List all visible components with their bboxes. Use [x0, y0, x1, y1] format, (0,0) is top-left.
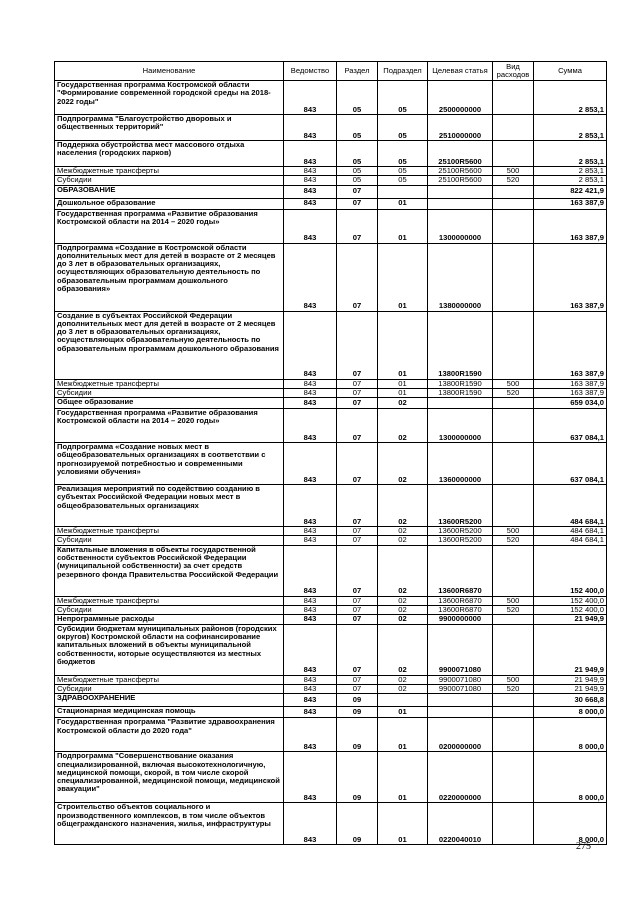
- row-amount: 30 668,8: [534, 694, 607, 707]
- row-department: 843: [284, 606, 337, 615]
- row-department: 843: [284, 803, 337, 845]
- row-department: 843: [284, 209, 337, 243]
- row-department: 843: [284, 596, 337, 605]
- row-section: 07: [337, 675, 378, 684]
- page-number: 275: [576, 841, 591, 852]
- row-department: 843: [284, 536, 337, 545]
- row-subsection: 02: [378, 684, 428, 693]
- row-department: 843: [284, 527, 337, 536]
- row-expense-type: [493, 243, 534, 311]
- table-row: [55, 718, 607, 752]
- row-expense-type: [493, 81, 534, 115]
- row-target-article: 1300000000: [428, 409, 493, 443]
- row-name: Поддержка обустройства мест массового отдыха населения (городских парков): [55, 141, 284, 167]
- row-subsection: 01: [378, 803, 428, 845]
- row-name: Субсидии: [55, 176, 284, 185]
- row-subsection: 02: [378, 398, 428, 409]
- table-row: [55, 176, 607, 185]
- header-subsection: Подраздел: [378, 62, 428, 81]
- table-body: [55, 81, 607, 845]
- row-name: Подпрограмма "Благоустройство дворовых и общественных территорий": [55, 115, 284, 141]
- row-target-article: 0200000000: [428, 718, 493, 752]
- row-name: Капитальные вложения в объекты государственной собственности субъектов Российской Федерации (муниципальной собственности) за счет средств резервного фонда Правительства Российской Федерации: [55, 545, 284, 596]
- row-section: 05: [337, 81, 378, 115]
- row-subsection: 01: [378, 752, 428, 803]
- row-section: 09: [337, 752, 378, 803]
- row-name: Межбюджетные трансферты: [55, 167, 284, 176]
- row-subsection: 02: [378, 443, 428, 485]
- table-row: [55, 198, 607, 209]
- row-expense-type: 500: [493, 596, 534, 605]
- row-expense-type: [493, 115, 534, 141]
- row-expense-type: [493, 398, 534, 409]
- row-amount: 163 387,9: [534, 379, 607, 388]
- row-expense-type: [493, 707, 534, 718]
- row-amount: 21 949,9: [534, 624, 607, 675]
- row-amount: 8 000,0: [534, 803, 607, 845]
- row-section: 07: [337, 409, 378, 443]
- row-expense-type: 520: [493, 606, 534, 615]
- row-section: 07: [337, 596, 378, 605]
- row-expense-type: [493, 443, 534, 485]
- row-target-article: 13600R6870: [428, 596, 493, 605]
- row-department: 843: [284, 615, 337, 624]
- row-department: 843: [284, 707, 337, 718]
- row-amount: 8 000,0: [534, 752, 607, 803]
- table-row: [55, 606, 607, 615]
- row-subsection: 02: [378, 675, 428, 684]
- row-target-article: 1300000000: [428, 209, 493, 243]
- row-section: 07: [337, 388, 378, 397]
- row-section: 07: [337, 185, 378, 198]
- header-target-article: Целевая статья: [428, 62, 493, 81]
- row-section: 07: [337, 398, 378, 409]
- row-subsection: 02: [378, 536, 428, 545]
- row-subsection: 02: [378, 485, 428, 527]
- row-department: 843: [284, 398, 337, 409]
- row-amount: 152 400,0: [534, 545, 607, 596]
- row-target-article: 25100R5600: [428, 167, 493, 176]
- table-row: [55, 379, 607, 388]
- row-expense-type: 500: [493, 527, 534, 536]
- table-row: [55, 615, 607, 624]
- row-department: 843: [284, 81, 337, 115]
- row-subsection: 01: [378, 311, 428, 379]
- table-row: [55, 596, 607, 605]
- row-subsection: 01: [378, 388, 428, 397]
- row-section: 07: [337, 624, 378, 675]
- row-subsection: 01: [378, 707, 428, 718]
- row-amount: 21 949,9: [534, 675, 607, 684]
- row-amount: 2 853,1: [534, 176, 607, 185]
- row-name: Строительство объектов социального и производственного комплексов, в том числе объектов общегражданского назначения, жилья, инфраструктуры: [55, 803, 284, 845]
- row-section: 07: [337, 485, 378, 527]
- row-section: 07: [337, 536, 378, 545]
- row-name: ЗДРАВООХРАНЕНИЕ: [55, 694, 284, 707]
- row-target-article: 9900071080: [428, 675, 493, 684]
- row-name: Субсидии бюджетам муниципальных районов (городских округов) Костромской области на софинансирование капитальных вложений в объекты муниципальной собственности, которые осуществляются из местных бюджетов: [55, 624, 284, 675]
- row-department: 843: [284, 243, 337, 311]
- row-amount: 2 853,1: [534, 141, 607, 167]
- row-expense-type: 500: [493, 379, 534, 388]
- row-expense-type: [493, 718, 534, 752]
- row-expense-type: [493, 198, 534, 209]
- row-subsection: 05: [378, 176, 428, 185]
- row-name: Государственная программа Костромской области "Формирование современной городской среды на 2018-2022 годы": [55, 81, 284, 115]
- row-section: 09: [337, 803, 378, 845]
- row-section: 07: [337, 606, 378, 615]
- row-section: 05: [337, 167, 378, 176]
- row-target-article: [428, 707, 493, 718]
- row-department: 843: [284, 485, 337, 527]
- row-target-article: 0220040010: [428, 803, 493, 845]
- row-target-article: 13600R5200: [428, 485, 493, 527]
- row-name: Подпрограмма «Создание новых мест в общеобразовательных организациях в соответствии с прогнозируемой потребностью и современными условиями обучения»: [55, 443, 284, 485]
- table-row: [55, 527, 607, 536]
- row-expense-type: [493, 694, 534, 707]
- row-name: Подпрограмма "Совершенствование оказания специализированной, включая высокотехнологичную, медицинской помощи, скорой, в том числе скорой специализированной, медицинской помощи, медицинской эвакуации": [55, 752, 284, 803]
- row-target-article: [428, 185, 493, 198]
- row-amount: 163 387,9: [534, 209, 607, 243]
- row-department: 843: [284, 311, 337, 379]
- header-name: Наименование: [55, 62, 284, 81]
- row-expense-type: 520: [493, 176, 534, 185]
- row-section: 07: [337, 615, 378, 624]
- row-subsection: 02: [378, 615, 428, 624]
- row-department: 843: [284, 718, 337, 752]
- row-name: Межбюджетные трансферты: [55, 379, 284, 388]
- row-amount: 637 084,1: [534, 409, 607, 443]
- row-subsection: [378, 185, 428, 198]
- row-subsection: 05: [378, 115, 428, 141]
- row-amount: 8 000,0: [534, 707, 607, 718]
- row-expense-type: [493, 615, 534, 624]
- row-target-article: 1380000000: [428, 243, 493, 311]
- row-expense-type: [493, 624, 534, 675]
- row-target-article: 25100R5600: [428, 141, 493, 167]
- row-department: 843: [284, 388, 337, 397]
- row-amount: 637 084,1: [534, 443, 607, 485]
- row-section: 09: [337, 718, 378, 752]
- row-department: 843: [284, 379, 337, 388]
- row-amount: 152 400,0: [534, 606, 607, 615]
- row-expense-type: 520: [493, 388, 534, 397]
- row-subsection: 01: [378, 379, 428, 388]
- row-subsection: 05: [378, 167, 428, 176]
- row-expense-type: [493, 752, 534, 803]
- row-name: ОБРАЗОВАНИЕ: [55, 185, 284, 198]
- row-section: 07: [337, 379, 378, 388]
- row-target-article: 0220000000: [428, 752, 493, 803]
- row-amount: 163 387,9: [534, 388, 607, 397]
- row-department: 843: [284, 185, 337, 198]
- row-amount: 659 034,0: [534, 398, 607, 409]
- table-row: [55, 443, 607, 485]
- row-department: 843: [284, 141, 337, 167]
- row-name: Субсидии: [55, 536, 284, 545]
- row-target-article: 2510000000: [428, 115, 493, 141]
- row-department: 843: [284, 198, 337, 209]
- row-section: 05: [337, 141, 378, 167]
- row-section: 07: [337, 198, 378, 209]
- row-section: 07: [337, 527, 378, 536]
- row-name: Создание в субъектах Российской Федерации дополнительных мест для детей в возрасте от 2 месяцев до 3 лет в образовательных организациях, осуществляющих образовательную деятельность по образовательным программам дошкольного образования: [55, 311, 284, 379]
- row-target-article: [428, 398, 493, 409]
- row-amount: 2 853,1: [534, 81, 607, 115]
- row-expense-type: [493, 803, 534, 845]
- budget-table: [54, 61, 607, 845]
- row-department: 843: [284, 176, 337, 185]
- row-target-article: 25100R5600: [428, 176, 493, 185]
- table-row: [55, 409, 607, 443]
- row-section: 07: [337, 545, 378, 596]
- table-row: [55, 243, 607, 311]
- row-amount: 163 387,9: [534, 243, 607, 311]
- row-target-article: 13600R6870: [428, 545, 493, 596]
- table-row: [55, 803, 607, 845]
- row-department: 843: [284, 684, 337, 693]
- table-row: [55, 185, 607, 198]
- table-row: [55, 311, 607, 379]
- row-target-article: 1360000000: [428, 443, 493, 485]
- row-section: 05: [337, 176, 378, 185]
- row-amount: 21 949,9: [534, 684, 607, 693]
- row-department: 843: [284, 545, 337, 596]
- row-target-article: 9900071080: [428, 684, 493, 693]
- table-row: [55, 624, 607, 675]
- row-expense-type: 520: [493, 536, 534, 545]
- table-row: [55, 141, 607, 167]
- row-expense-type: 520: [493, 684, 534, 693]
- table-row: [55, 675, 607, 684]
- row-department: 843: [284, 167, 337, 176]
- row-amount: 163 387,9: [534, 311, 607, 379]
- row-name: Государственная программа «Развитие образования Костромской области на 2014 – 2020 годы»: [55, 209, 284, 243]
- header-section: Раздел: [337, 62, 378, 81]
- row-expense-type: [493, 545, 534, 596]
- row-subsection: 02: [378, 606, 428, 615]
- table-row: [55, 694, 607, 707]
- row-section: 07: [337, 684, 378, 693]
- row-expense-type: 500: [493, 675, 534, 684]
- row-expense-type: [493, 185, 534, 198]
- row-name: Государственная программа "Развитие здравоохранения Костромской области до 2020 года": [55, 718, 284, 752]
- row-subsection: 01: [378, 198, 428, 209]
- row-expense-type: [493, 311, 534, 379]
- table-row: [55, 167, 607, 176]
- row-target-article: 2500000000: [428, 81, 493, 115]
- row-section: 05: [337, 115, 378, 141]
- table-row: [55, 81, 607, 115]
- row-name: Межбюджетные трансферты: [55, 527, 284, 536]
- row-name: Дошкольное образование: [55, 198, 284, 209]
- row-section: 07: [337, 311, 378, 379]
- row-section: 09: [337, 694, 378, 707]
- row-amount: 2 853,1: [534, 167, 607, 176]
- row-amount: 21 949,9: [534, 615, 607, 624]
- row-subsection: 02: [378, 545, 428, 596]
- row-name: Стационарная медицинская помощь: [55, 707, 284, 718]
- row-subsection: 01: [378, 718, 428, 752]
- row-name: Подпрограмма «Создание в Костромской области дополнительных мест для детей в возрасте от 2 месяцев до 3 лет в образовательных организациях, осуществляющих образовательную деятельность по образовательным программам дошкольного образования»: [55, 243, 284, 311]
- row-section: 07: [337, 243, 378, 311]
- row-section: 07: [337, 209, 378, 243]
- row-subsection: [378, 694, 428, 707]
- row-target-article: 13800R1590: [428, 311, 493, 379]
- row-name: Субсидии: [55, 388, 284, 397]
- row-target-article: 13600R6870: [428, 606, 493, 615]
- row-amount: 484 684,1: [534, 485, 607, 527]
- row-subsection: 01: [378, 209, 428, 243]
- row-expense-type: [493, 409, 534, 443]
- row-subsection: 02: [378, 596, 428, 605]
- row-amount: 822 421,9: [534, 185, 607, 198]
- row-expense-type: [493, 141, 534, 167]
- header-amount: Сумма: [534, 62, 607, 81]
- row-target-article: 13600R5200: [428, 536, 493, 545]
- row-section: 07: [337, 443, 378, 485]
- row-target-article: 9900071080: [428, 624, 493, 675]
- row-target-article: 9900000000: [428, 615, 493, 624]
- header-expense-type: Вид расходов: [493, 62, 534, 81]
- row-section: 09: [337, 707, 378, 718]
- table-row: [55, 707, 607, 718]
- row-target-article: 13600R5200: [428, 527, 493, 536]
- row-name: Субсидии: [55, 684, 284, 693]
- row-amount: 484 684,1: [534, 527, 607, 536]
- row-target-article: 13800R1590: [428, 379, 493, 388]
- row-expense-type: [493, 209, 534, 243]
- row-expense-type: [493, 485, 534, 527]
- row-amount: 8 000,0: [534, 718, 607, 752]
- header-department: Ведомство: [284, 62, 337, 81]
- row-target-article: [428, 694, 493, 707]
- row-name: Межбюджетные трансферты: [55, 596, 284, 605]
- row-subsection: 02: [378, 527, 428, 536]
- row-name: Непрограммные расходы: [55, 615, 284, 624]
- row-subsection: 02: [378, 409, 428, 443]
- table-row: [55, 388, 607, 397]
- row-department: 843: [284, 694, 337, 707]
- row-department: 843: [284, 752, 337, 803]
- table-row: [55, 485, 607, 527]
- table-row: [55, 398, 607, 409]
- row-subsection: 05: [378, 81, 428, 115]
- row-department: 843: [284, 443, 337, 485]
- table-row: [55, 545, 607, 596]
- row-subsection: 05: [378, 141, 428, 167]
- row-department: 843: [284, 409, 337, 443]
- row-name: Межбюджетные трансферты: [55, 675, 284, 684]
- row-amount: 163 387,9: [534, 198, 607, 209]
- table-header-row: [55, 62, 607, 81]
- row-name: Реализация мероприятий по содействию созданию в субъектах Российской Федерации новых мест в общеобразовательных организациях: [55, 485, 284, 527]
- row-target-article: [428, 198, 493, 209]
- row-department: 843: [284, 675, 337, 684]
- row-target-article: 13800R1590: [428, 388, 493, 397]
- table-row: [55, 536, 607, 545]
- row-amount: 484 684,1: [534, 536, 607, 545]
- row-amount: 2 853,1: [534, 115, 607, 141]
- table-row: [55, 752, 607, 803]
- table-row: [55, 115, 607, 141]
- row-subsection: 02: [378, 624, 428, 675]
- row-amount: 152 400,0: [534, 596, 607, 605]
- table-row: [55, 209, 607, 243]
- row-name: Общее образование: [55, 398, 284, 409]
- row-department: 843: [284, 115, 337, 141]
- row-name: Государственная программа «Развитие образования Костромской области на 2014 – 2020 годы»: [55, 409, 284, 443]
- row-subsection: 01: [378, 243, 428, 311]
- row-department: 843: [284, 624, 337, 675]
- row-name: Субсидии: [55, 606, 284, 615]
- table-row: [55, 684, 607, 693]
- row-expense-type: 500: [493, 167, 534, 176]
